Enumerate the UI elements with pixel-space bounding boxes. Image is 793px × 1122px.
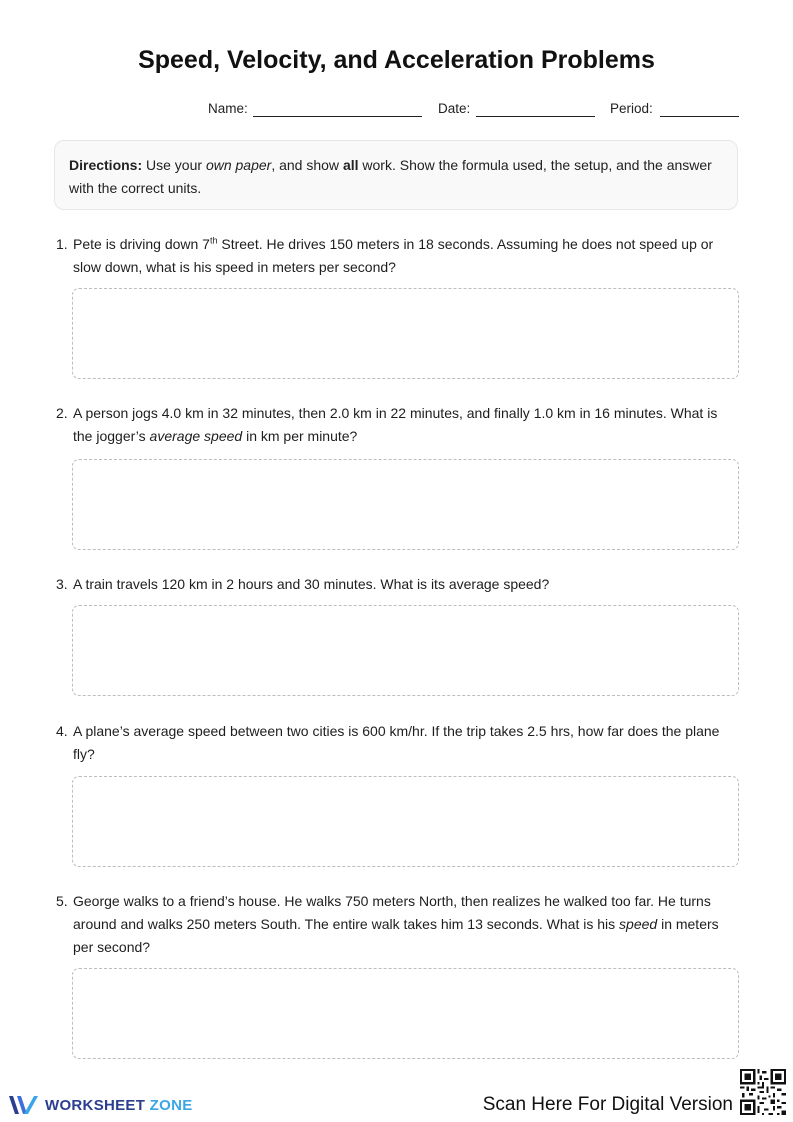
question-text-part: Street. He drives 150 meters in 18 seconds. Assuming he does not speed up or slow down, what is his speed in meters per second? [73, 236, 714, 275]
question-number: 4. [56, 723, 68, 739]
question-text: A plane’s average speed between two cities is 600 km/hr. If the trip takes 2.5 hrs, how far does the plane fly? [73, 723, 720, 762]
question-text-part: Pete is driving down 7 [73, 236, 210, 252]
question-text [73, 402, 740, 448]
question-number: 2. [56, 405, 68, 421]
directions-emphasis-2: all [342, 157, 359, 173]
question-text: A train travels 120 km in 2 hours and 30 minutes. What is its average speed? [73, 576, 550, 592]
question-text [73, 233, 740, 279]
question-2 [56, 402, 740, 448]
question-4 [56, 720, 740, 766]
period-label: Period: [610, 101, 653, 116]
name-label: Name: [208, 101, 248, 116]
name-line [253, 116, 422, 117]
question-number: 5. [56, 893, 68, 909]
logo-word-2: ZONE [149, 1096, 193, 1114]
logo-w-icon [8, 1093, 40, 1117]
directions-box [54, 140, 738, 210]
question-number: 3. [56, 576, 68, 592]
date-field[interactable] [438, 101, 470, 116]
directions-label: Directions: [69, 157, 143, 173]
answer-box-1[interactable] [72, 288, 739, 379]
question-5 [56, 890, 740, 959]
period-line [660, 116, 739, 117]
directions-emphasis-1: own paper [205, 157, 272, 173]
page-title: Speed, Velocity, and Acceleration Problems [138, 46, 655, 74]
question-text [73, 890, 740, 959]
scan-text: Scan Here For Digital Version [482, 1094, 733, 1115]
logo-word-1: WORKSHEET [45, 1096, 146, 1114]
question-text-part: George walks to a friend’s house. He walks 750 meters North, then realizes he walked too far. He turns around and walks 250 meters South. The entire walk takes him 13 seconds. What is his [73, 893, 711, 932]
answer-box-5[interactable] [72, 968, 739, 1059]
question-number: 1. [56, 236, 68, 252]
ordinal-superscript: th [209, 235, 218, 246]
question-3 [56, 573, 740, 596]
directions-text-3: work. Show the formula used, the setup, and the answer with the correct units. [69, 157, 712, 196]
worksheet-zone-logo [8, 1093, 193, 1117]
question-text-part: in km per minute? [242, 428, 358, 444]
question-text-part: in meters per second? [73, 916, 719, 955]
directions-text-1: Use your [142, 157, 206, 173]
date-line [476, 116, 595, 117]
qr-code-icon[interactable] [740, 1069, 786, 1115]
period-field[interactable] [610, 101, 653, 116]
question-emphasis: speed [619, 916, 658, 932]
answer-box-4[interactable] [72, 776, 739, 867]
name-field[interactable] [208, 101, 248, 116]
question-text-part: A person jogs 4.0 km in 32 minutes, then 2.0 km in 22 minutes, and finally 1.0 km in 16 minutes. What is the jogger’s [73, 405, 718, 444]
answer-box-2[interactable] [72, 459, 739, 550]
directions-text-2: , and show [271, 157, 343, 173]
answer-box-3[interactable] [72, 605, 739, 696]
logo-text [45, 1097, 193, 1114]
question-emphasis: average speed [149, 428, 243, 444]
date-label: Date: [438, 101, 471, 116]
question-1 [56, 233, 740, 279]
